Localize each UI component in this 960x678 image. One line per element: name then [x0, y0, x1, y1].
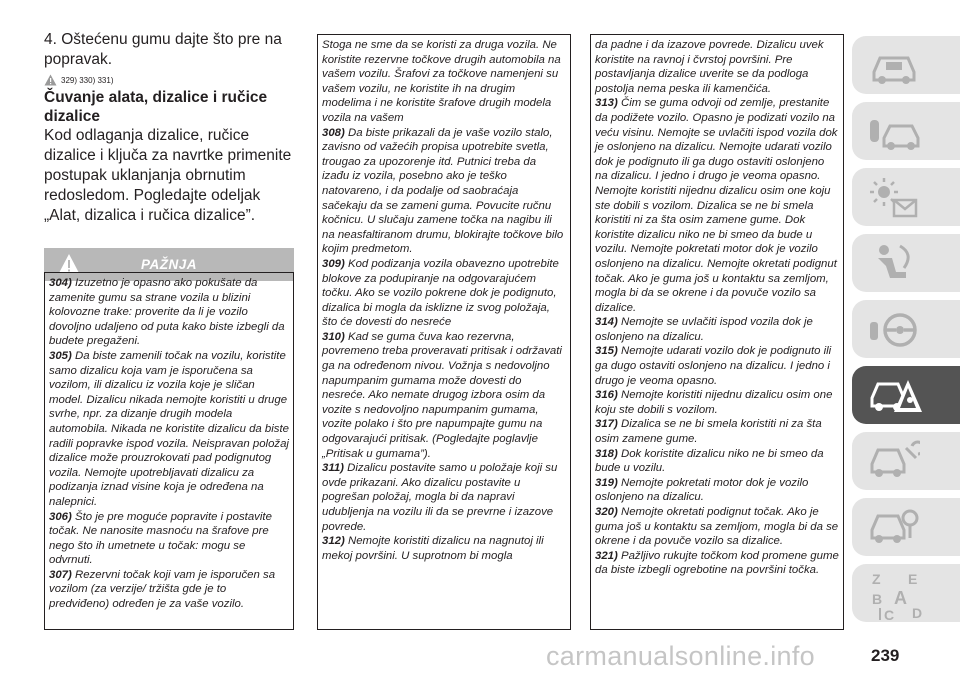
tab-lights[interactable] [852, 168, 960, 226]
note-text: Nemojte koristiti nijednu dizalicu osim one koju ste dobili s vozilom. [595, 389, 833, 416]
note-text: Kad se guma čuva kao rezervna, povremeno treba proveravati pritisak i održavati ga na određenom nivou. Vožnja s nedovoljno napumpanim gumama može dovesti do nesreće. Ako nemate drugog izbora osim da vozite s nedovoljno napumpanim gumama, vozite polako i što pre napumpajte gumu na odgovarajući pritisak. (Pogledajte poglavlje „Pritisak u gumama”). [322, 330, 562, 460]
tab-technical-data[interactable] [852, 498, 960, 556]
note-number: 318) [595, 447, 618, 460]
note-text: Da biste prikazali da je vaše vozilo stalo, zavisno od važećih propisa upotrebite svetla, trougao za upozorenje itd. Putnici treba da izađu iz vozila, posebno ako je teško natovareno, i da podalje od saobraćaja sačekaju da se zameni guma. Povucite ručnu kočnicu. U slučaju zamene točka na nagibu ili na neasfaltiranom drumu, blokirajte točkove bilo kojim predmetom. [322, 126, 564, 256]
note-text: Dizalicu postavite samo u položaje koji su ovde prikazani. Ako dizalicu postavite u pogrešan položaj, mogla bi da napravi udubljenja na vozilu ili da se prevrne i izazove povrede. [322, 462, 558, 533]
tab-servicing[interactable] [852, 432, 960, 490]
warning-title: PAŽNJA [140, 257, 197, 272]
note-text: Pažljivo rukujte točkom kod promene gume da biste izbegli ogrebotine na površini točka. [595, 549, 839, 577]
note-text: Nemojte koristiti dizalicu na nagnutoj ili mekoj površini. U suprotnom bi mogla [322, 535, 544, 562]
warning-triangle-icon [44, 74, 57, 86]
warning-note-item [595, 505, 839, 549]
note-number: 307) [49, 568, 72, 581]
warning-note-item [595, 344, 839, 388]
section-title: Čuvanje alata, dizalice i ručice dizalice [44, 89, 268, 125]
note-text: Nemojte pokretati motor dok je vozilo oslonjeno na dizalicu. [595, 476, 809, 504]
emergency-breakdown-icon [868, 372, 924, 420]
chapter-sidebar [852, 36, 960, 642]
note-refs-text: 329) 330) 331) [61, 75, 114, 85]
note-number: 314) [595, 316, 618, 329]
note-number: 310) [322, 330, 345, 343]
intro-step: 4. Oštećenu gumu dajte što pre na popravak. [44, 31, 282, 68]
warning-note-item [49, 349, 289, 510]
car-service-icon [868, 438, 920, 484]
airbag-seat-icon [868, 240, 920, 286]
note-number: 311) [322, 462, 344, 475]
svg-text:D: D [912, 605, 923, 621]
note-number: 312) [322, 535, 345, 548]
note-number: 306) [49, 510, 72, 523]
note-number: 319) [595, 476, 618, 489]
tab-emergency[interactable] [852, 366, 960, 424]
warning-note-item [322, 461, 566, 534]
warning-note-item [595, 549, 839, 578]
car-dashboard-icon [868, 42, 920, 88]
note-text: Nemojte se uvlačiti ispod vozila dok je oslonjeno na dizalicu. [595, 316, 813, 343]
warning-note-item [595, 96, 839, 315]
warning-note-item [322, 257, 566, 330]
note-text: Što je pre moguće popravite i postavite točak. Ne nanosite masnoću na šrafove pre nego što ih umetnete u točak: mogu se odvrnuti. [49, 510, 272, 567]
warning-lights-icon [868, 174, 920, 220]
warning-note-item [595, 447, 839, 476]
warning-box-col2 [317, 34, 571, 630]
warning-note-item [49, 510, 289, 568]
note-number: 317) [595, 418, 618, 431]
note-references [44, 74, 294, 86]
warning-box-col3 [590, 34, 844, 630]
warning-note-item [595, 315, 839, 344]
section-body: Kod odlaganja dizalice, ručice dizalice i ključa za navrtke primenite postupak uklanjanja obrnutim redosledom. Pogledajte odeljak „Alat, dizalica i ručica dizalice”. [44, 127, 292, 224]
tab-dashboard[interactable] [852, 36, 960, 94]
svg-text:Z: Z [872, 571, 881, 587]
note-number: 320) [595, 506, 618, 518]
warning-box-col1 [44, 272, 294, 630]
tab-safety[interactable] [852, 234, 960, 292]
tab-index[interactable] [852, 564, 960, 622]
note-text: Čim se guma odvoji od zemlje, prestanite da podižete vozilo. Opasno je podizati vozilo na veću visinu. Nemojte se uvlačiti ispod vozila dok je oslonjeno na dizalicu. Nemojte udarati vozilo dok je podignuto ili ga dugo ostaviti oslonjeno na dizalicu. I jedno i drugo je veoma opasno. Nemojte koristiti nijednu dizalicu osim one koju ste dobili s vozilom. Dizalica se ne bi smela koristiti ni za šta osim zamene gume. Dok koristite dizalicu niko ne bi smeo da bude u vozilu. Nemojte pokretati motor dok je vozilo oslonjeno na dizalicu. Nemojte okretati podignut točak. Ako je guma još u kontaktu sa zemljom, mogla bi da se okrene i da povuče vozilo sa dizalice. [595, 97, 838, 314]
warning-note-item [595, 476, 839, 505]
technical-data-icon [868, 504, 920, 550]
note-text: Rezervni točak koji vam je isporučen sa vozilom (za verzije/ tržišta gde je to predviđeno) određen je za vaše vozilo. [49, 568, 276, 611]
left-column [44, 30, 294, 281]
warning-note-item [49, 276, 289, 349]
warning-note-item [595, 388, 839, 417]
note-number: 313) [595, 97, 618, 110]
note-text: Nemojte okretati podignut točak. Ako je guma još u kontaktu sa zemljom, mogla bi da se okrene i da povuče vozilo sa dizalice. [595, 506, 839, 548]
note-number: 304) [49, 277, 72, 289]
note-text: Dok koristite dizalicu niko ne bi smeo da bude u vozilu. [595, 447, 824, 475]
col3-lead-text: da padne i da izazove povrede. Dizalicu uvek koristite na ravnoj i čvrstoj površini. Pre postavljanja dizalice uverite se da podloga postolja nema peska ili kamenčića. [595, 39, 824, 95]
tab-keys[interactable] [852, 102, 960, 160]
note-number: 309) [322, 257, 345, 270]
watermark: carmanualsonline.info [546, 641, 815, 671]
alphabetical-index-icon [868, 570, 928, 622]
note-text: Da biste zamenili točak na vozilu, koristite samo dizalicu koja vam je isporučena sa vozilom, ili dizalicu iz vozila koje je sličan model. Dizalicu nikada nemojte koristiti u druge svrhe, npr. za dizanje drugih modela automobila. Nikada ne koristite dizalicu da biste radili popravke ispod vozila. Neispravan položaj dizalice može prouzrokovati pad podignutog vozila. Nemojte upotrebljavati dizalicu za podizanja iznad visine koja je određena na nalepnici. [49, 349, 289, 508]
warning-note-item [595, 417, 839, 446]
svg-text:A: A [894, 588, 907, 608]
note-number: 308) [322, 126, 345, 139]
col2-lead-text: Stoga ne sme da se koristi za druga vozila. Ne koristite rezervne točkove drugih automobila na vašem vozilu. Šrafovi za točkove namenjeni su vašem vozilu, ne koristite ih na drugim modelima i ne koristite šrafove drugih modela vozila na vašem [322, 39, 561, 124]
svg-text:C: C [884, 607, 895, 622]
warning-note-item [322, 534, 566, 563]
note-text: Dizalica se ne bi smela koristiti ni za šta osim zamene gume. [595, 418, 822, 446]
tab-starting-driving[interactable] [852, 300, 960, 358]
note-text: Izuzetno je opasno ako pokušate da zamenite gumu sa strane vozila u blizini kolovozne trake: proverite da li je vozilo dovoljno udaljeno od puta kako biste izbegli da budete pregaženi. [49, 277, 285, 348]
note-text: Nemojte udarati vozilo dok je podignuto ili ga dugo ostaviti oslonjeno na dizalicu. I jedno i drugo je veoma opasno. [595, 345, 832, 387]
warning-note-item [322, 330, 566, 461]
warning-note-item [322, 126, 566, 257]
svg-text:E: E [908, 571, 918, 587]
car-key-icon [868, 108, 920, 154]
note-number: 316) [595, 389, 618, 402]
note-number: 321) [595, 549, 618, 562]
note-number: 315) [595, 345, 618, 358]
page-number: 239 [871, 646, 900, 665]
note-text: Kod podizanja vozila obavezno upotrebite blokove za podupiranje na odgovarajućem točku. Ako se vozilo pokrene dok je podignuto, dizalica bi mogla da isklizne iz svog položaja, što će dovesti do nesreće [322, 257, 559, 329]
warning-note-item [49, 568, 289, 612]
svg-text:B: B [872, 591, 883, 607]
note-number: 305) [49, 349, 72, 362]
steering-wheel-icon [868, 306, 920, 352]
